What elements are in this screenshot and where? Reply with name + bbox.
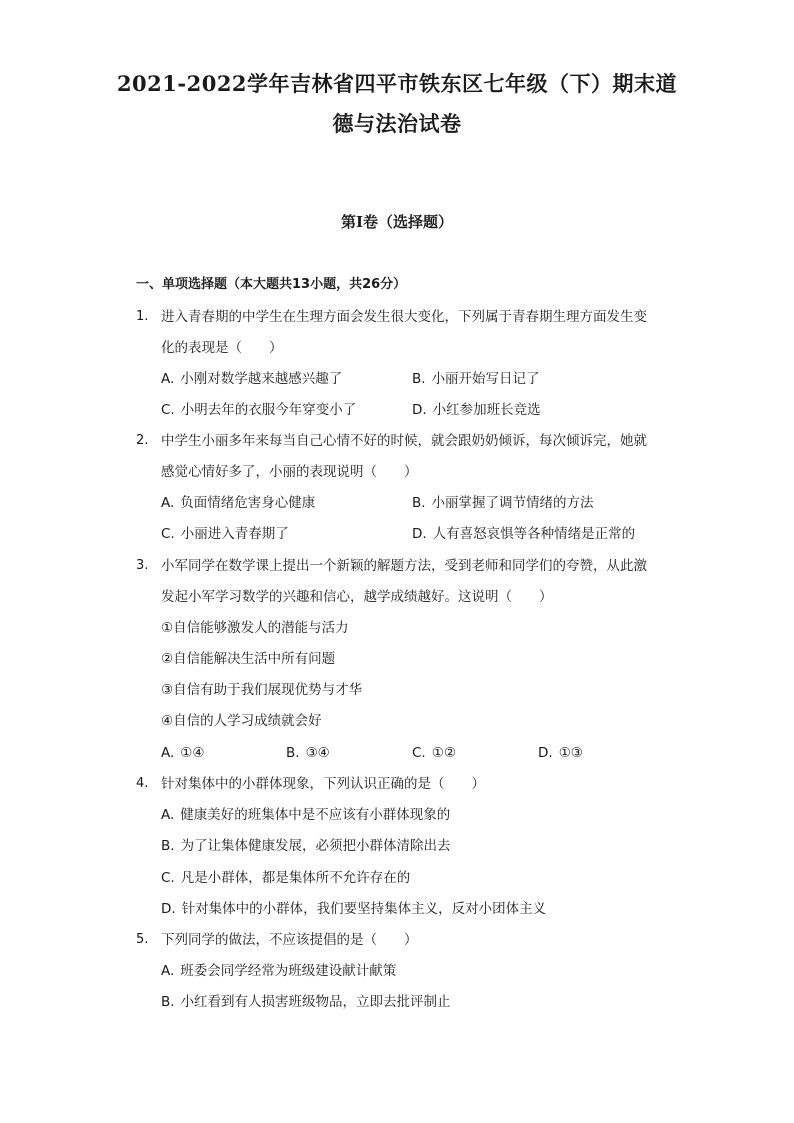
question-3-statement-2: ②自信能解决生活中所有问题 — [161, 651, 336, 667]
question-2-option-a — [161, 494, 315, 512]
question-1-option-d — [412, 401, 541, 419]
question-2-option-b — [412, 494, 594, 512]
option-text: 小红看到有人损害班级物品，立即去批评制止 — [180, 994, 451, 1010]
option-text: 针对集体中的小群体，我们要坚持集体主义，反对小团体主义 — [181, 901, 547, 917]
question-2-option-d — [412, 525, 635, 543]
question-3-number: 3. — [136, 558, 149, 573]
question-1-stem-line-2: 化的表现是（ ） — [161, 340, 283, 356]
question-2-number: 2. — [136, 433, 149, 448]
question-3-option-c — [412, 744, 456, 762]
question-4-number: 4. — [136, 776, 149, 791]
option-letter: B. — [161, 838, 175, 854]
option-text: 为了让集体健康发展，必须把小群体清除出去 — [180, 838, 451, 854]
option-text: ①② — [431, 745, 456, 761]
option-letter: A. — [161, 963, 175, 979]
option-letter: B. — [412, 371, 426, 387]
option-text: 负面情绪危害身心健康 — [180, 495, 316, 511]
question-2-stem-line-2: 感觉心情好多了，小丽的表现说明（ ） — [161, 464, 418, 480]
question-3-statement-1: ①自信能够激发人的潜能与活力 — [161, 620, 349, 636]
question-1-option-c — [161, 401, 356, 419]
option-text: 小丽掌握了调节情绪的方法 — [431, 495, 594, 511]
question-3-option-d — [538, 744, 583, 762]
option-text: 小丽开始写日记了 — [431, 371, 540, 387]
question-1-number: 1. — [136, 309, 149, 324]
question-4-option-a — [161, 806, 450, 824]
question-3-option-a — [161, 744, 205, 762]
question-2-stem-line-1: 中学生小丽多年来每当自己心情不好的时候，就会跟奶奶倾诉，每次倾诉完，她就 — [161, 433, 647, 449]
option-text: ①④ — [180, 745, 205, 761]
option-letter: B. — [161, 994, 175, 1010]
option-text: 小红参加班长竞选 — [432, 402, 541, 418]
option-letter: B. — [412, 495, 426, 511]
option-letter: D. — [412, 402, 427, 418]
option-letter: C. — [161, 402, 175, 418]
question-5-option-a — [161, 962, 396, 980]
option-letter: A. — [161, 495, 175, 511]
option-letter: D. — [538, 745, 553, 761]
option-letter: A. — [161, 807, 175, 823]
question-3-statement-3: ③自信有助于我们展现优势与才华 — [161, 682, 363, 698]
option-text: 凡是小群体，都是集体所不允许存在的 — [180, 870, 411, 886]
option-letter: A. — [161, 371, 175, 387]
question-4-option-d — [161, 900, 546, 918]
question-5-stem-line-1: 下列同学的做法，不应该提倡的是（ ） — [161, 932, 418, 948]
option-letter: D. — [412, 526, 427, 542]
question-4-option-b — [161, 837, 451, 855]
option-text: 小明去年的衣服今年穿变小了 — [180, 402, 357, 418]
question-2-option-c — [161, 525, 289, 543]
option-letter: A. — [161, 745, 175, 761]
question-3-option-b — [286, 744, 330, 762]
option-text: 班委会同学经常为班级建设献计献策 — [180, 963, 397, 979]
option-letter: C. — [161, 870, 175, 886]
question-4-stem-line-1: 针对集体中的小群体现象，下列认识正确的是（ ） — [161, 776, 485, 792]
volume-title: 第I卷（选择题） — [340, 213, 454, 231]
document-title-line-1: 2021-2022学年吉林省四平市铁东区七年级（下）期末道 — [116, 71, 678, 96]
question-3-stem-line-1: 小军同学在数学课上提出一个新颖的解题方法，受到老师和同学们的夸赞，从此激 — [161, 558, 647, 574]
option-text: 健康美好的班集体中是不应该有小群体现象的 — [180, 807, 451, 823]
option-letter: B. — [286, 745, 300, 761]
question-1-option-a — [161, 370, 342, 388]
question-3-stem-line-2: 发起小军学习数学的兴趣和信心，越学成绩越好。这说明（ ） — [161, 589, 553, 605]
option-text: ①③ — [558, 745, 583, 761]
question-5-number: 5. — [136, 932, 149, 947]
section-heading: 一、单项选择题（本大题共13小题，共26分） — [136, 277, 407, 292]
option-text: ③④ — [305, 745, 330, 761]
option-text: 小丽进入青春期了 — [180, 526, 289, 542]
question-3-statement-4: ④自信的人学习成绩就会好 — [161, 713, 322, 729]
question-4-option-c — [161, 869, 410, 887]
option-letter: D. — [161, 901, 176, 917]
question-5-option-b — [161, 993, 451, 1011]
question-1-stem-line-1: 进入青春期的中学生在生理方面会发生很大变化，下列属于青春期生理方面发生变 — [161, 309, 647, 325]
document-title-line-2: 德与法治试卷 — [332, 111, 462, 136]
option-letter: C. — [412, 745, 426, 761]
question-1-option-b — [412, 370, 540, 388]
option-letter: C. — [161, 526, 175, 542]
option-text: 人有喜怒哀惧等各种情绪是正常的 — [432, 526, 636, 542]
option-text: 小刚对数学越来越感兴趣了 — [180, 371, 343, 387]
